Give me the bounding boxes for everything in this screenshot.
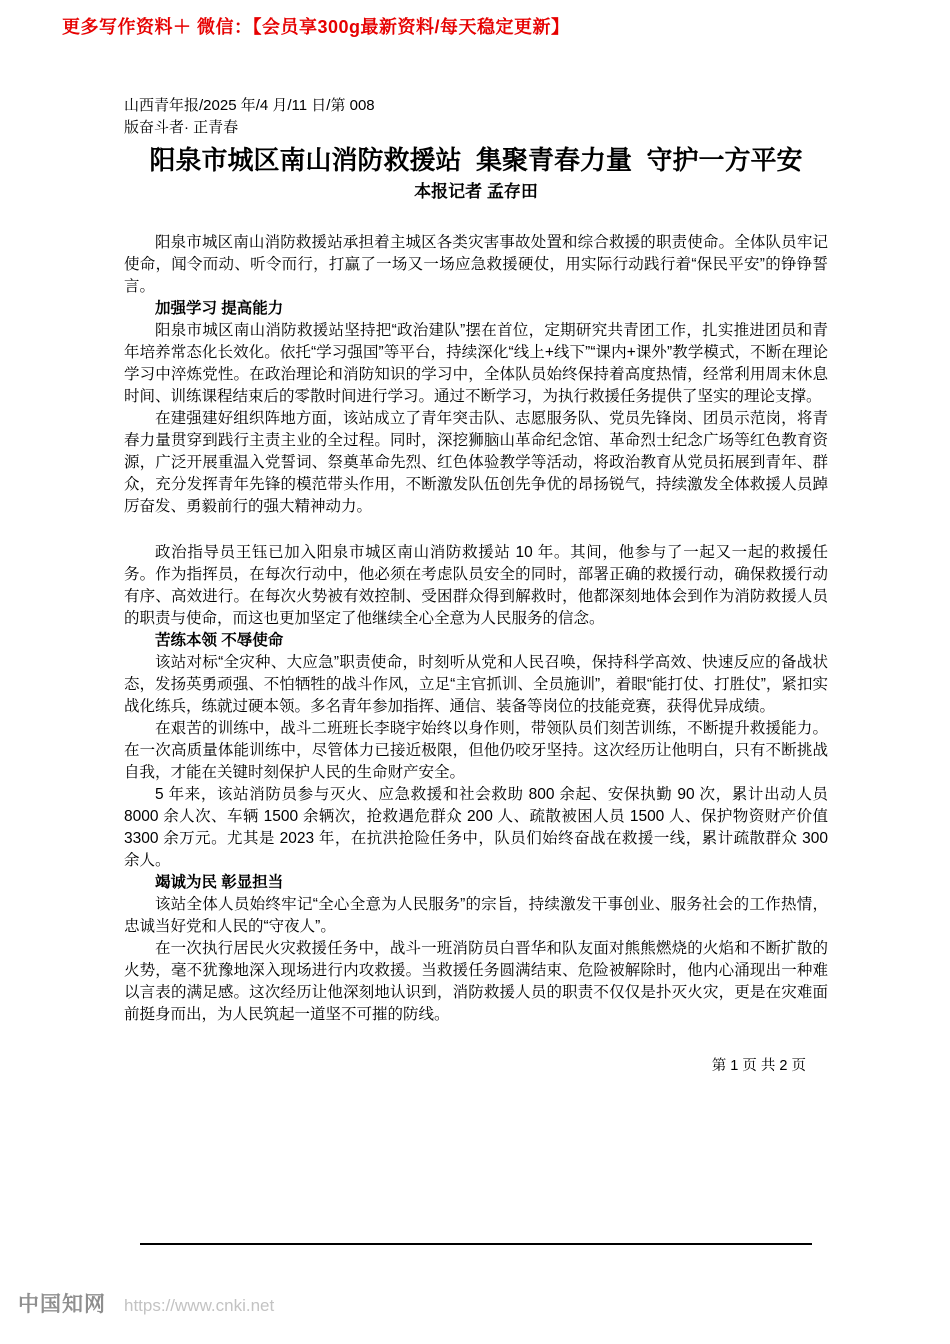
section-subhead: 竭诚为民 彰显担当 (155, 874, 284, 891)
meta-section-line: 版奋斗者· 正青春 (124, 119, 239, 136)
paragraph: 5 年来，该站消防员参与灭火、应急救援和社会救助 800 余起、安保执勤 90 次，累计出动人员 8000 余人次、车辆 1500 余辆次，抢救遇危群众 200 人、疏散被困人员 1500 人、保护物资财产价值 3300 余万元。尤其是 2023 年，在抗洪抢险任务中，队员们始终奋战在救援一线，累计疏散群众 300 余人。 (124, 786, 828, 869)
paragraph: 在一次执行居民火灾救援任务中，战斗一班消防员白晋华和队友面对熊熊燃烧的火焰和不断扩散的火势，毫不犹豫地深入现场进行内攻救援。当救援任务圆满结束、危险被解除时，他内心涌现出一种难以言表的满足感。这次经历让他深刻地认识到，消防救援人员的职责不仅仅是扑灭火灾，更是在灾难面前挺身而出，为人民筑起一道坚不可摧的防线。 (124, 940, 828, 1023)
paragraph-spacer (124, 518, 828, 542)
paragraph: 政治指导员王钰已加入阳泉市城区南山消防救援站 10 年。其间，他参与了一起又一起的救援任务。作为指挥员，在每次行动中，他必须在考虑队员安全的同时，部署正确的救援行动，确保救援行动有序、高效进行。在每次火势被有效控制、受困群众得到解救时，他都深刻地体会到作为消防救援人员的职责与使命，而这也更加坚定了他继续全心全意为人民服务的信念。 (124, 544, 828, 627)
cnki-url: https://www.cnki.net (124, 1296, 275, 1315)
meta-source-line: 山西青年报/2025 年/4 月/11 日/第 008 (124, 97, 375, 114)
article-byline: 本报记者 孟存田 (414, 182, 538, 201)
paragraph: 阳泉市城区南山消防救援站承担着主城区各类灾害事故处置和综合救援的职责使命。全体队员牢记使命，闻令而动、听令而行，打赢了一场又一场应急救援硬仗，用实际行动践行着“保民平安”的铮铮誓言。 (124, 234, 828, 295)
article-title: 阳泉市城区南山消防救援站 集聚青春力量 守护一方平安 (149, 145, 803, 175)
paragraph: 在艰苦的训练中，战斗二班班长李晓宇始终以身作则，带领队员们刻苦训练，不断提升救援能力。在一次高质量体能训练中，尽管体力已接近极限，但他仍咬牙坚持。这次经历让他明白，只有不断挑战自我，才能在关键时刻保护人民的生命财产安全。 (124, 720, 828, 781)
promo-banner: 更多写作资料＋ 微信：【会员享300g最新资料/每天稳定更新】 (62, 17, 570, 37)
section-subhead: 苦练本领 不辱使命 (155, 632, 284, 649)
cnki-logo-text: 中国知网 (18, 1293, 106, 1316)
page-indicator: 第 1 页 共 2 页 (711, 1058, 806, 1074)
paragraph: 阳泉市城区南山消防救援站坚持把“政治建队”摆在首位，定期研究共青团工作，扎实推进团员和青年培养常态化长效化。依托“学习强国”等平台，持续深化“线上+线下”“课内+课外”教学模式，不断在理论学习中淬炼党性。在政治理论和消防知识的学习中，全体队员始终保持着高度热情，经常利用周末休息时间、训练课程结束后的零散时间进行学习。通过不断学习，为执行救援任务提供了坚实的理论支撑。 (124, 322, 828, 405)
article-body (124, 232, 828, 1026)
section-subhead: 加强学习 提高能力 (155, 300, 284, 317)
paragraph: 该站全体人员始终牢记“全心全意为人民服务”的宗旨，持续激发干事创业、服务社会的工作热情，忠诚当好党和人民的“守夜人”。 (124, 896, 828, 935)
article-content (124, 0, 828, 1076)
paragraph: 该站对标“全灾种、大应急”职责使命，时刻听从党和人民召唤，保持科学高效、快速反应的备战状态，发扬英勇顽强、不怕牺牲的战斗作风，立足“主官抓训、全员施训”，着眼“能打仗、打胜仗”，紧扣实战化练兵，练就过硬本领。多名青年参加指挥、通信、装备等岗位的技能竞赛，获得优异成绩。 (124, 654, 828, 715)
cnki-watermark (18, 1288, 274, 1318)
paragraph: 在建强建好组织阵地方面，该站成立了青年突击队、志愿服务队、党员先锋岗、团员示范岗，将青春力量贯穿到践行主责主业的全过程。同时，深挖狮脑山革命纪念馆、革命烈士纪念广场等红色教育资源，广泛开展重温入党誓词、祭奠革命先烈、红色体验教学等活动，将政治教育从党员拓展到青年、群众，充分发挥青年先锋的模范带头作用，不断激发队伍创先争优的昂扬锐气，持续激发全体救援人员踔厉奋发、勇毅前行的强大精神动力。 (124, 410, 828, 515)
footer-divider-rule (140, 1243, 812, 1245)
